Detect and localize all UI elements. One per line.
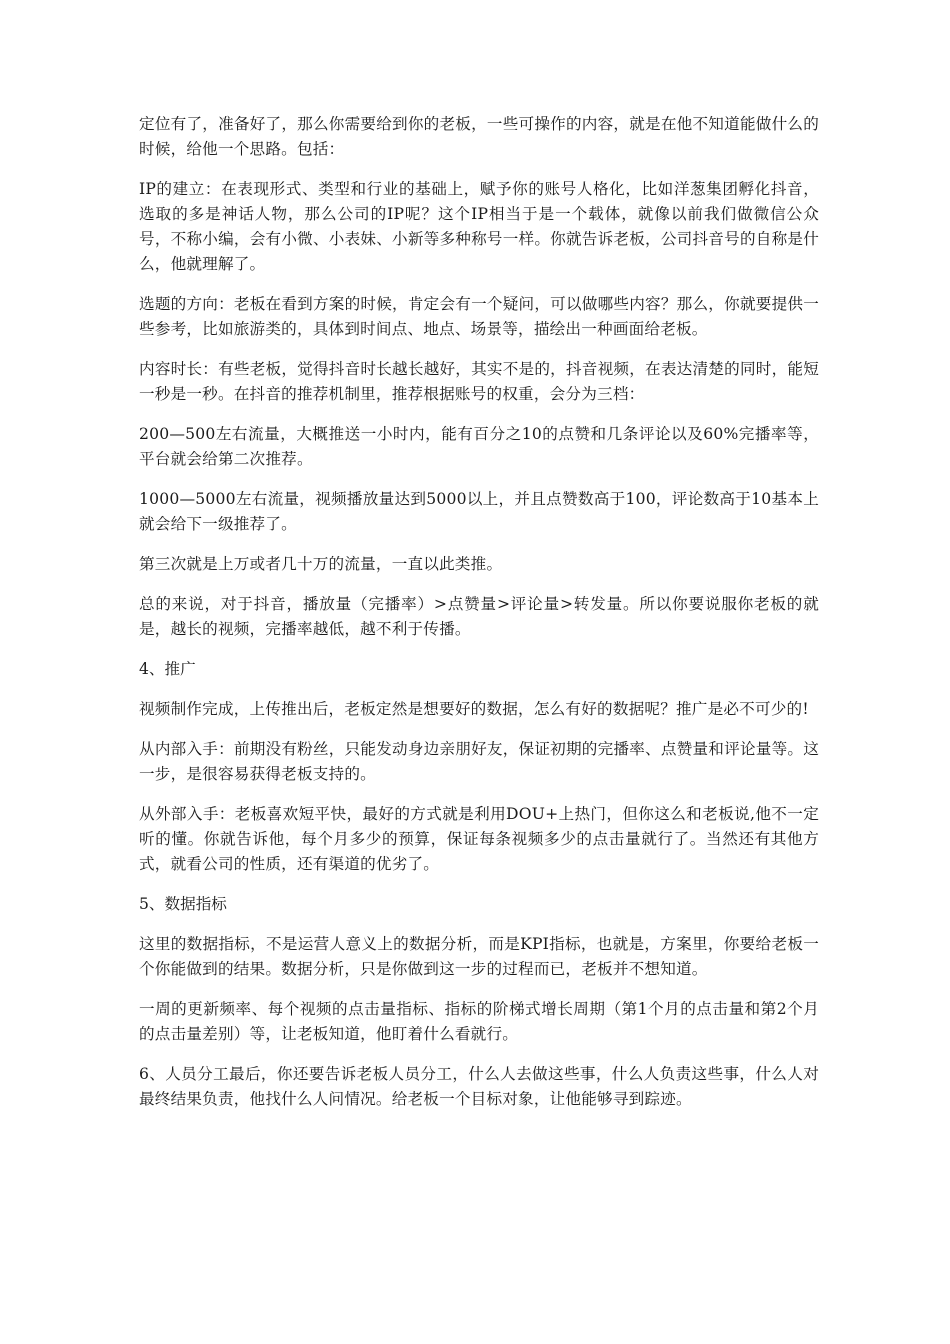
topic-direction-paragraph: 选题的方向：老板在看到方案的时候，肯定会有一个疑问，可以做哪些内容？那么，你就要提供一些参考，比如旅游类的，具体到时间点、地点、场景等，描绘出一种画面给老板。 [139,295,819,338]
external-promotion-paragraph: 从外部入手：老板喜欢短平快，最好的方式就是利用DOU+上热门，但你这么和老板说,他不一定听的懂。你就告诉他，每个月多少的预算，保证每条视频多少的点击量就行了。当然还有其他方式，就看公司的性质，还有渠道的优劣了。 [139,805,819,873]
summary-paragraph: 总的来说，对于抖音，播放量（完播率）>点赞量>评论量>转发量。所以你要说服你老板的就是，越长的视频，完播率越低，越不利于传播。 [139,595,819,638]
document-page [139,112,819,1127]
intro-paragraph: 定位有了，准备好了，那么你需要给到你的老板，一些可操作的内容，就是在他不知道能做什么的时候，给他一个思路。包括： [139,115,819,158]
tier-two-paragraph: 1000—5000左右流量，视频播放量达到5000以上，并且点赞数高于100，评论数高于10基本上就会给下一级推荐了。 [139,490,819,533]
content-duration-paragraph: 内容时长：有些老板，觉得抖音时长越长越好，其实不是的，抖音视频，在表达清楚的同时，能短一秒是一秒。在抖音的推荐机制里，推荐根据账号的权重，会分为三档： [139,360,819,403]
tier-one-paragraph: 200—500左右流量，大概推送一小时内，能有百分之10的点赞和几条评论以及60%完播率等，平台就会给第二次推荐。 [139,425,819,468]
ip-paragraph: IP的建立：在表现形式、类型和行业的基础上，赋予你的账号人格化，比如洋葱集团孵化抖音，选取的多是神话人物，那么公司的IP呢？这个IP相当于是一个载体，就像以前我们做微信公众号，不称小编，会有小微、小表妹、小新等多种称号一样。你就告诉老板，公司抖音号的自称是什么，他就理解了。 [139,180,819,273]
metrics-paragraph: 这里的数据指标，不是运营人意义上的数据分析，而是KPI指标，也就是，方案里，你要给老板一个你能做到的结果。数据分析，只是你做到这一步的过程而已，老板并不想知道。 [139,935,819,978]
internal-promotion-paragraph: 从内部入手：前期没有粉丝，只能发动身边亲朋好友，保证初期的完播率、点赞量和评论量等。这一步，是很容易获得老板支持的。 [139,740,819,783]
section-heading-metrics: 5、数据指标 [139,895,227,913]
promotion-intro-paragraph: 视频制作完成，上传推出后，老板定然是想要好的数据，怎么有好的数据呢？推广是必不可少的! [139,700,809,718]
section-heading-promotion: 4、推广 [139,660,196,678]
weekly-metrics-paragraph: 一周的更新频率、每个视频的点击量指标、指标的阶梯式增长周期（第1个月的点击量和第2个月的点击量差别）等，让老板知道，他盯着什么看就行。 [139,1000,819,1043]
tier-three-paragraph: 第三次就是上万或者几十万的流量，一直以此类推。 [139,555,503,573]
staffing-paragraph: 6、人员分工最后，你还要告诉老板人员分工，什么人去做这些事，什么人负责这些事，什么人对最终结果负责，他找什么人问情况。给老板一个目标对象，让他能够寻到踪迹。 [139,1065,819,1108]
